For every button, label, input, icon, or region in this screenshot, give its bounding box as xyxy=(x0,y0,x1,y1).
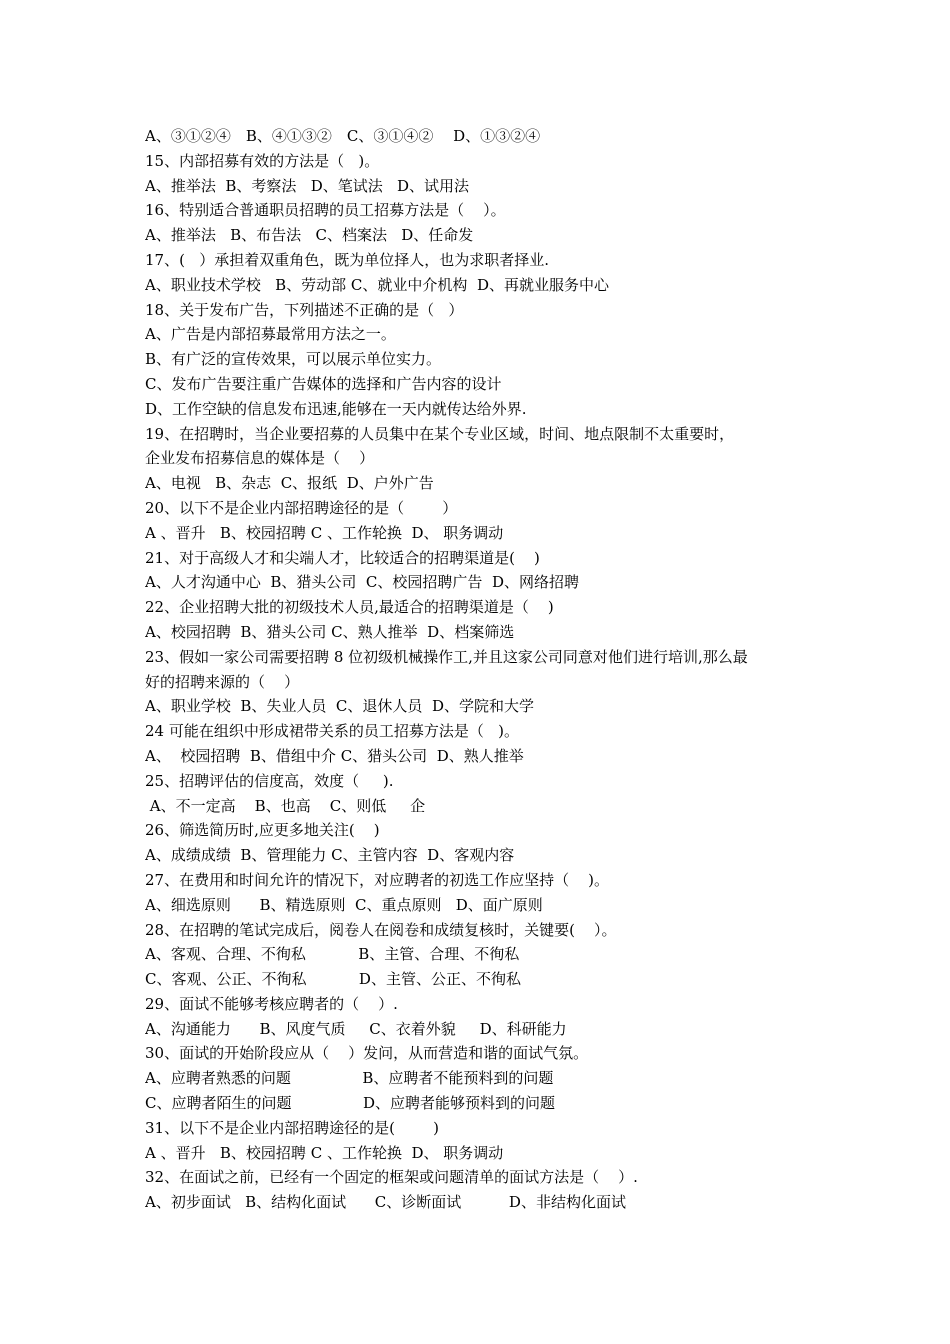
answer-options-24: A、 校园招聘 B、借组中介 C、猎头公司 D、熟人推举 xyxy=(145,746,524,765)
question-15: 15、内部招募有效的方法是（ )。 xyxy=(145,151,380,170)
question-16: 16、特别适合普通职员招聘的员工招募方法是（ ）。 xyxy=(145,201,506,220)
answer-options-27: A、细选原则 B、精选原则 C、重点原则 D、面广原则 xyxy=(145,895,543,914)
question-29: 29、面试不能够考核应聘者的（ ）. xyxy=(145,994,398,1013)
answer-options-23: A、职业学校 B、失业人员 C、退休人员 D、学院和大学 xyxy=(145,697,534,716)
question-22: 22、企业招聘大批的初级技术人员,最适合的招聘渠道是（ ) xyxy=(145,598,554,617)
question-19-part2: 企业发布招募信息的媒体是（ ） xyxy=(145,449,375,468)
document-page xyxy=(145,124,825,1215)
answer-option-18a: A、广告是内部招募最常用方法之一。 xyxy=(145,325,396,344)
answer-options-28-cd: C、客观、公正、不徇私 D、主管、公正、不徇私 xyxy=(145,970,521,989)
answer-options-32: A、初步面试 B、结构化面试 C、诊断面试 D、非结构化面试 xyxy=(145,1193,626,1212)
question-24: 24 可能在组织中形成裙带关系的员工招募方法是（ )。 xyxy=(145,722,520,741)
question-31: 31、以下不是企业内部招聘途径的是( ) xyxy=(145,1118,439,1137)
answer-options-17: A、职业技术学校 B、劳动部 C、就业中介机构 D、再就业服务中心 xyxy=(145,275,609,294)
question-21: 21、对于高级人才和尖端人才，比较适合的招聘渠道是( ) xyxy=(145,548,540,567)
question-19-part1: 19、在招聘时，当企业要招募的人员集中在某个专业区域，时间、地点限制不太重要时， xyxy=(145,424,735,443)
answer-options-16: A、推举法 B、布告法 C、档案法 D、任命发 xyxy=(145,226,474,245)
question-20: 20、以下不是企业内部招聘途径的是（ ） xyxy=(145,498,458,517)
answer-options-25: A、不一定高 B、也高 C、则低 企 xyxy=(145,796,426,815)
answer-option-18d: D、工作空缺的信息发布迅速,能够在一天内就传达给外界. xyxy=(145,399,527,418)
question-26: 26、筛选简历时,应更多地关注( ) xyxy=(145,821,380,840)
answer-options-26: A、成绩成绩 B、管理能力 C、主管内容 D、客观内容 xyxy=(145,846,515,865)
question-18: 18、关于发布广告，下列描述不正确的是（ ） xyxy=(145,300,464,319)
answer-option-18c: C、发布广告要注重广告媒体的选择和广告内容的设计 xyxy=(145,374,502,393)
answer-options-14: A、③①②④ B、④①③② C、③①④② D、①③②④ xyxy=(145,127,541,145)
answer-options-29: A、沟通能力 B、风度气质 C、衣着外貌 D、科研能力 xyxy=(145,1019,567,1038)
question-28: 28、在招聘的笔试完成后，阅卷人在阅卷和成绩复核时，关键要( ）。 xyxy=(145,920,617,939)
question-25: 25、招聘评估的信度高，效度（ ). xyxy=(145,771,394,790)
answer-options-30-cd: C、应聘者陌生的问题 D、应聘者能够预料到的问题 xyxy=(145,1094,556,1113)
question-17: 17、( ）承担着双重角色，既为单位择人，也为求职者择业. xyxy=(145,250,550,269)
answer-options-21: A、人才沟通中心 B、猎头公司 C、校园招聘广告 D、网络招聘 xyxy=(145,573,579,592)
question-30: 30、面试的开始阶段应从（ ）发问，从而营造和谐的面试气氛。 xyxy=(145,1044,589,1063)
question-23-part2: 好的招聘来源的（ ） xyxy=(145,672,300,691)
answer-options-31: A 、晋升 B、校园招聘 C 、工作轮换 D、 职务调动 xyxy=(145,1143,504,1162)
answer-options-20: A 、晋升 B、校园招聘 C 、工作轮换 D、 职务调动 xyxy=(145,523,504,542)
answer-options-30-ab: A、应聘者熟悉的问题 B、应聘者不能预料到的问题 xyxy=(145,1069,554,1088)
answer-option-18b: B、有广泛的宣传效果，可以展示单位实力。 xyxy=(145,350,442,369)
question-23-part1: 23、假如一家公司需要招聘 8 位初级机械操作工,并且这家公司同意对他们进行培训,那么最 xyxy=(145,647,748,666)
answer-options-19: A、电视 B、杂志 C、报纸 D、户外广告 xyxy=(145,474,434,493)
answer-options-28-ab: A、客观、合理、不徇私 B、主管、合理、不徇私 xyxy=(145,945,520,964)
question-32: 32、在面试之前，已经有一个固定的框架或问题清单的面试方法是（ ）. xyxy=(145,1168,638,1187)
answer-options-22: A、校园招聘 B、猎头公司 C、熟人推举 D、档案筛选 xyxy=(145,622,515,641)
answer-options-15: A、推举法 B、考察法 D、笔试法 D、试用法 xyxy=(145,176,470,195)
question-27: 27、在费用和时间允许的情况下，对应聘者的初选工作应坚持（ )。 xyxy=(145,870,610,889)
